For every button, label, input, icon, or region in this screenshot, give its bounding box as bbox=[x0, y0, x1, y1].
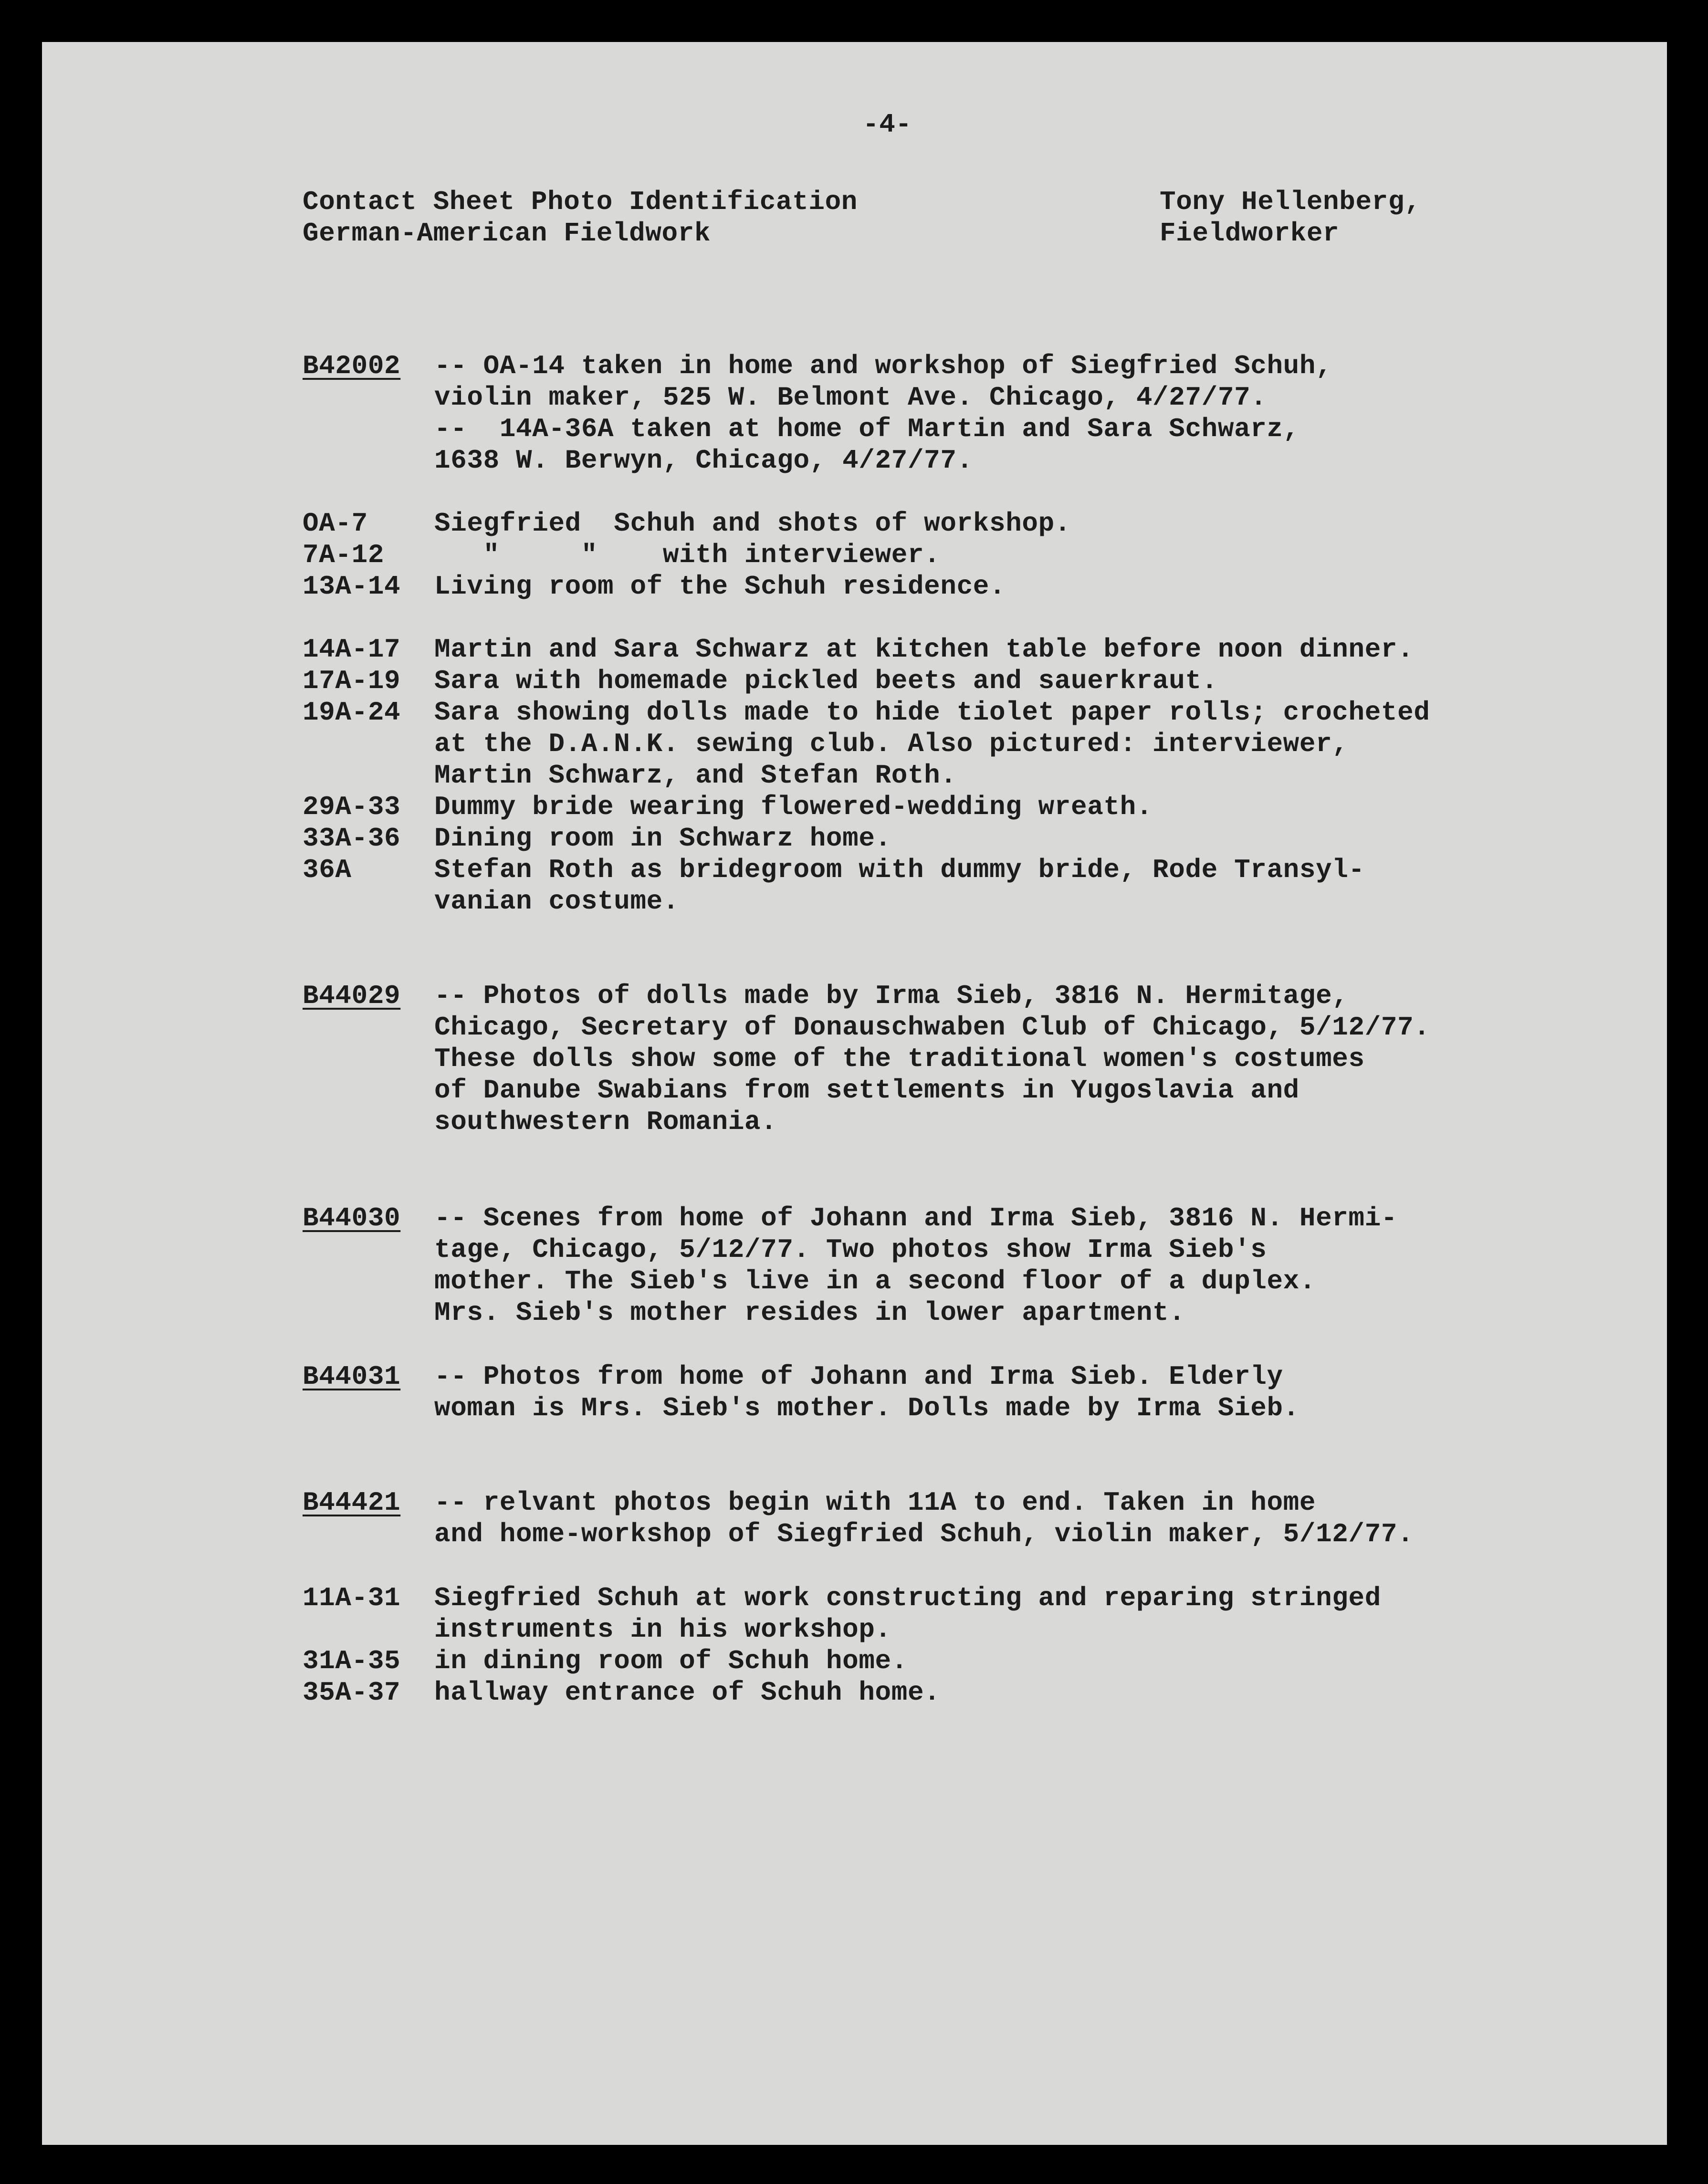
item-description: Sara showing dolls made to hide tiolet paper rolls; crocheted bbox=[434, 697, 1430, 728]
item-range: 31A-35 bbox=[303, 1646, 401, 1676]
section-ref-b44031: B44031 bbox=[303, 1361, 401, 1392]
item-description: hallway entrance of Schuh home. bbox=[434, 1677, 941, 1708]
item-range: 13A-14 bbox=[303, 571, 401, 602]
section-b44029-line-3: These dolls show some of the traditional women's costumes bbox=[434, 1044, 1365, 1074]
section-b44029-line-2: Chicago, Secretary of Donauschwaben Club of Chicago, 5/12/77. bbox=[434, 1012, 1430, 1043]
header-fieldworker-name: Tony Hellenberg, bbox=[1160, 187, 1421, 217]
section-b42002-line-2: violin maker, 525 W. Belmont Ave. Chicago, 4/27/77. bbox=[434, 382, 1267, 413]
header-fieldworker-role: Fieldworker bbox=[1160, 218, 1340, 249]
item-description: Martin Schwarz, and Stefan Roth. bbox=[434, 760, 957, 791]
section-b44030-line-4: Mrs. Sieb's mother resides in lower apartment. bbox=[434, 1297, 1185, 1328]
item-description: Siegfried Schuh at work constructing and reparing stringed bbox=[434, 1583, 1381, 1613]
item-range: 33A-36 bbox=[303, 823, 401, 854]
section-b44031-line-1: -- Photos from home of Johann and Irma Sieb. Elderly bbox=[434, 1361, 1283, 1392]
section-b42002-line-1: -- OA-14 taken in home and workshop of Siegfried Schuh, bbox=[434, 351, 1332, 381]
section-b44029-line-5: southwestern Romania. bbox=[434, 1107, 777, 1137]
item-range: 19A-24 bbox=[303, 697, 401, 728]
document-page bbox=[42, 42, 1667, 2145]
item-range: 17A-19 bbox=[303, 666, 401, 696]
item-description: vanian costume. bbox=[434, 886, 680, 917]
item-description: Dummy bride wearing flowered-wedding wreath. bbox=[434, 792, 1153, 822]
section-b44030-line-3: mother. The Sieb's live in a second floor of a duplex. bbox=[434, 1266, 1316, 1296]
item-range: OA-7 bbox=[303, 508, 368, 539]
item-description: Sara with homemade pickled beets and sauerkraut. bbox=[434, 666, 1218, 696]
item-range: 14A-17 bbox=[303, 634, 401, 665]
item-description: Stefan Roth as bridegroom with dummy bride, Rode Transyl- bbox=[434, 855, 1365, 885]
item-description: instruments in his workshop. bbox=[434, 1614, 891, 1645]
section-b44421-line-2: and home-workshop of Siegfried Schuh, violin maker, 5/12/77. bbox=[434, 1519, 1414, 1549]
item-description: Living room of the Schuh residence. bbox=[434, 571, 1006, 602]
item-description: at the D.A.N.K. sewing club. Also pictured: interviewer, bbox=[434, 729, 1349, 759]
item-description: Dining room in Schwarz home. bbox=[434, 823, 891, 854]
section-ref-b44030: B44030 bbox=[303, 1203, 401, 1233]
header-subtitle: German-American Fieldwork bbox=[303, 218, 711, 249]
section-b44421-line-1: -- relvant photos begin with 11A to end. Taken in home bbox=[434, 1487, 1316, 1518]
item-range: 29A-33 bbox=[303, 792, 401, 822]
item-range: 11A-31 bbox=[303, 1583, 401, 1613]
item-description: in dining room of Schuh home. bbox=[434, 1646, 908, 1676]
section-ref-b44029: B44029 bbox=[303, 981, 401, 1011]
section-b44030-line-2: tage, Chicago, 5/12/77. Two photos show Irma Sieb's bbox=[434, 1234, 1267, 1265]
item-description: Martin and Sara Schwarz at kitchen table before noon dinner. bbox=[434, 634, 1414, 665]
section-b42002-line-3: -- 14A-36A taken at home of Martin and Sara Schwarz, bbox=[434, 414, 1299, 444]
item-range: 7A-12 bbox=[303, 540, 385, 570]
header-title: Contact Sheet Photo Identification bbox=[303, 187, 858, 217]
section-b44029-line-4: of Danube Swabians from settlements in Yugoslavia and bbox=[434, 1075, 1299, 1106]
section-ref-b42002: B42002 bbox=[303, 351, 401, 381]
item-description: " " with interviewer. bbox=[434, 540, 941, 570]
section-ref-b44421: B44421 bbox=[303, 1487, 401, 1518]
item-description: Siegfried Schuh and shots of workshop. bbox=[434, 508, 1071, 539]
section-b44029-line-1: -- Photos of dolls made by Irma Sieb, 3816 N. Hermitage, bbox=[434, 981, 1349, 1011]
page-number: -4- bbox=[863, 109, 912, 140]
item-range: 35A-37 bbox=[303, 1677, 401, 1708]
section-b44030-line-1: -- Scenes from home of Johann and Irma Sieb, 3816 N. Hermi- bbox=[434, 1203, 1398, 1233]
section-b42002-line-4: 1638 W. Berwyn, Chicago, 4/27/77. bbox=[434, 445, 973, 476]
section-b44031-line-2: woman is Mrs. Sieb's mother. Dolls made by Irma Sieb. bbox=[434, 1393, 1299, 1423]
item-range: 36A bbox=[303, 855, 352, 885]
